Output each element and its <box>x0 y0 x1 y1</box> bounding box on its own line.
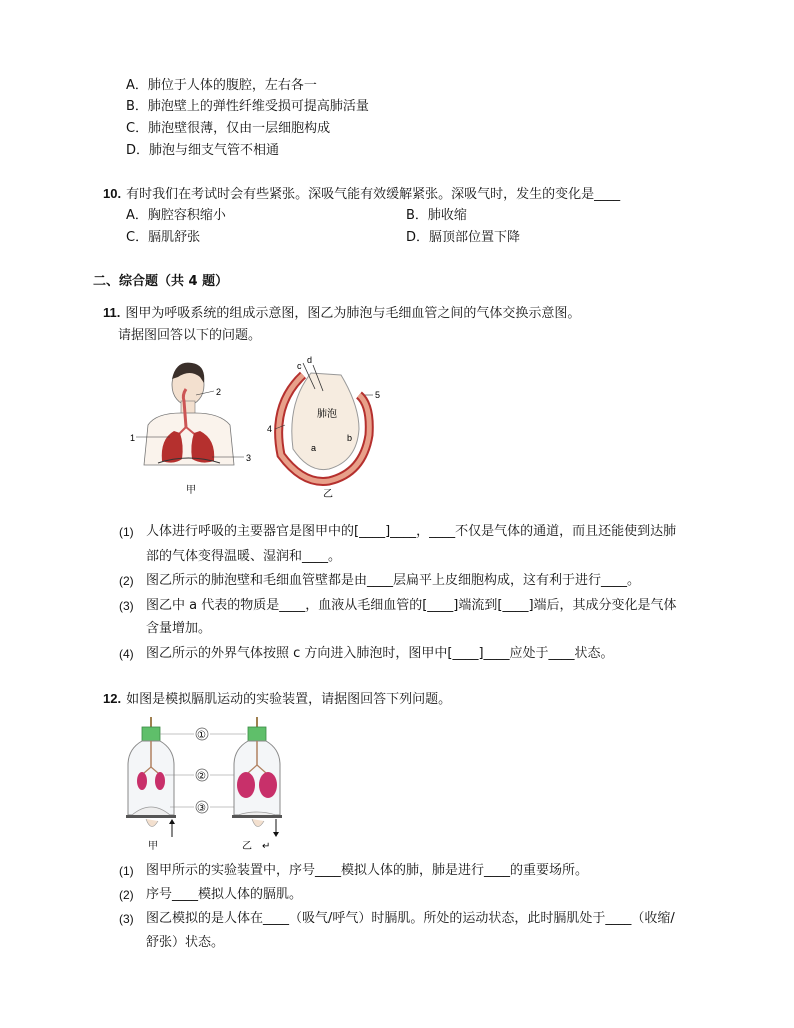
q9-option-c: C．肺泡壁很薄，仅由一层细胞构成 <box>126 121 331 136</box>
q10-option-d: D．膈顶部位置下降 <box>406 230 521 245</box>
q9-option-d: D．肺泡与细支气管不相通 <box>126 143 280 158</box>
subquestion-number: (1) <box>119 864 134 878</box>
subquestion-number: (3) <box>119 599 134 613</box>
subquestion-number: (2) <box>119 888 134 902</box>
label-d: d <box>307 355 313 365</box>
q10-option-c: C．膈肌舒张 <box>126 230 201 245</box>
bell-jar-jia <box>126 717 176 852</box>
figure-caption-jia: 甲 <box>186 485 196 496</box>
q9-option-b: B．肺泡壁上的弹性纤维受损可提高肺活量 <box>126 99 369 114</box>
subquestion-number: (2) <box>119 574 134 588</box>
section-heading: 二、综合题（共 4 题） <box>93 274 229 289</box>
respiratory-system-figure <box>126 355 262 503</box>
q10-option-a: A．胸腔容积缩小 <box>126 208 226 223</box>
q12-sub3-line1: 图乙模拟的是人体在____（吸气/呼气）时膈肌。所处的运动状态，此时膈肌处于____（收缩/ <box>146 911 675 926</box>
figure-caption-yi: 乙 <box>323 489 333 500</box>
q10-stem-text: 有时我们在考试时会有些紧张。深吸气能有效缓解紧张。深吸气时，发生的变化是____ <box>126 187 621 202</box>
q9-option-a: A．肺位于人体的腹腔，左右各一 <box>126 78 317 93</box>
bell-jar-model-figure <box>120 715 310 855</box>
subquestion-number: (4) <box>119 647 134 661</box>
q12-sub3-line2: 舒张）状态。 <box>146 935 225 950</box>
q11-stem-2: 请据图回答以下的问题。 <box>118 328 262 343</box>
q11-sub3-line1: 图乙中 a 代表的物质是____，血液从毛细血管的[____]端流到[____]端后，其成分变化是气体 <box>146 598 677 613</box>
question-number: 11. <box>103 305 121 320</box>
q12-sub1-line1: 图甲所示的实验装置中，序号____模拟人体的肺，肺是进行____的重要场所。 <box>146 863 589 878</box>
q12-stem <box>103 690 451 709</box>
label-a: a <box>311 443 317 453</box>
bell-jar-yi <box>232 717 282 852</box>
label-2: 2 <box>216 387 222 397</box>
q12-sub2-line1: 序号____模拟人体的膈肌。 <box>146 887 303 902</box>
label-circle-3: ③ <box>197 803 206 814</box>
figure-caption-yi: 乙 <box>242 841 252 852</box>
q12-stem-text: 如图是模拟膈肌运动的实验装置，请据图回答下列问题。 <box>126 692 452 707</box>
label-c: c <box>297 361 302 371</box>
q11-stem <box>103 304 580 323</box>
return-mark: ↵ <box>262 841 271 852</box>
label-circle-1: ① <box>197 730 206 741</box>
q10-stem <box>103 185 620 204</box>
q11-sub1-line2: 部的气体变得温暖、湿润和____。 <box>146 549 342 564</box>
alveolus-figure <box>263 355 393 503</box>
question-number: 10. <box>103 186 122 201</box>
label-4: 4 <box>267 424 273 434</box>
q11-sub2-line1: 图乙所示的肺泡壁和毛细血管壁都是由____层扁平上皮细胞构成，这有利于进行____。 <box>146 573 641 588</box>
q11-sub1-line1: 人体进行呼吸的主要器官是图甲中的[____]____，____不仅是气体的通道，而且还能使到达肺 <box>146 524 677 539</box>
label-5: 5 <box>375 390 381 400</box>
label-3: 3 <box>246 453 252 463</box>
alveolus-label: 肺泡 <box>317 409 337 420</box>
label-b: b <box>347 433 353 443</box>
q11-sub4-line1: 图乙所示的外界气体按照 c 方向进入肺泡时，图甲中[____]____应处于____状态。 <box>146 646 614 661</box>
figure-caption-jia: 甲 <box>148 841 158 852</box>
question-number: 12. <box>103 691 122 706</box>
subquestion-number: (3) <box>119 912 134 926</box>
q11-stem-text: 图甲为呼吸系统的组成示意图，图乙为肺泡与毛细血管之间的气体交换示意图。 <box>125 306 581 321</box>
q10-option-b: B．肺收缩 <box>406 208 467 223</box>
label-circle-2: ② <box>197 771 206 782</box>
subquestion-number: (1) <box>119 525 134 539</box>
label-1: 1 <box>130 433 136 443</box>
q11-sub3-line2: 含量增加。 <box>146 621 212 636</box>
